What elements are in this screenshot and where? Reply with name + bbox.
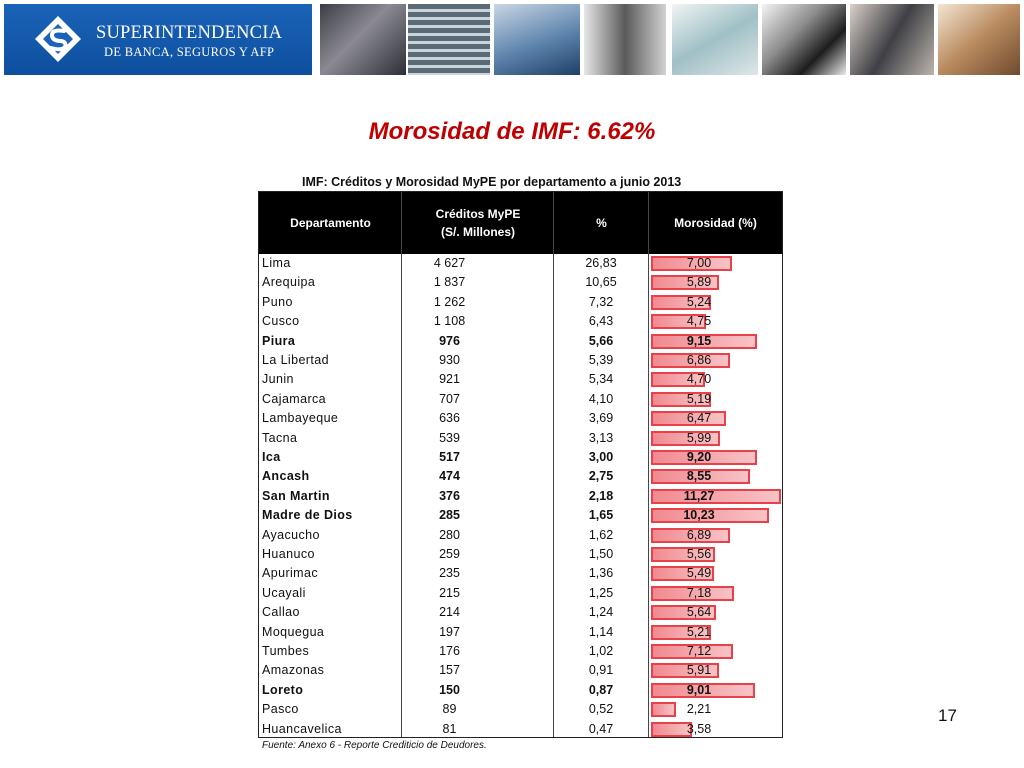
table-row xyxy=(259,545,782,564)
cell-creditos: 150 xyxy=(439,682,460,697)
morosidad-value: 9,01 xyxy=(686,682,712,697)
morosidad-value: 5,91 xyxy=(686,663,712,678)
morosidad-value: 4,70 xyxy=(686,372,712,387)
table-row xyxy=(259,390,782,409)
table-row xyxy=(259,351,782,370)
cell-pct: 1,36 xyxy=(588,566,614,581)
morosidad-value: 7,18 xyxy=(686,585,712,600)
cell-pct: 5,66 xyxy=(588,333,614,348)
cell-morosidad xyxy=(651,623,781,642)
cell-morosidad xyxy=(651,584,781,603)
cell-creditos: 157 xyxy=(439,663,460,678)
morosidad-value: 5,99 xyxy=(686,430,712,445)
table-row xyxy=(259,254,782,273)
cell-creditos: 707 xyxy=(439,391,460,406)
table-row xyxy=(259,448,782,467)
morosidad-value: 10,23 xyxy=(683,508,715,523)
cell-departamento: Huanuco xyxy=(262,547,315,561)
table-row xyxy=(259,720,782,739)
cell-creditos: 1 108 xyxy=(433,314,466,329)
cell-pct: 26,83 xyxy=(585,256,617,270)
cell-pct: 4,10 xyxy=(588,391,614,406)
morosidad-value: 5,64 xyxy=(686,605,712,620)
table-header xyxy=(259,192,782,254)
cell-departamento: Moquegua xyxy=(262,624,325,639)
table-row xyxy=(259,603,782,622)
logo-title: SUPERINTENDENCIA xyxy=(96,23,283,43)
morosidad-table xyxy=(258,191,783,738)
cell-morosidad xyxy=(651,681,781,700)
table-row xyxy=(259,526,782,545)
cell-departamento: La Libertad xyxy=(262,353,329,367)
cell-pct: 1,62 xyxy=(588,527,614,542)
cell-morosidad xyxy=(651,390,781,409)
cell-morosidad xyxy=(651,700,781,719)
morosidad-value: 5,49 xyxy=(686,566,712,581)
cell-departamento: Lima xyxy=(262,256,291,270)
table-row xyxy=(259,700,782,719)
cell-pct: 1,14 xyxy=(588,624,614,639)
cell-creditos: 259 xyxy=(439,547,460,561)
morosidad-value: 6,89 xyxy=(686,527,712,542)
table-row xyxy=(259,273,782,292)
cell-creditos: 285 xyxy=(439,508,460,523)
cell-pct: 1,25 xyxy=(588,585,614,600)
cell-creditos: 976 xyxy=(439,333,460,348)
morosidad-value: 6,47 xyxy=(686,411,712,426)
banner-photo-cash xyxy=(672,4,758,75)
morosidad-value: 5,24 xyxy=(686,294,712,309)
banner-photo-building xyxy=(408,4,490,75)
morosidad-value: 8,55 xyxy=(686,469,712,484)
footnote: Fuente: Anexo 6 - Reporte Crediticio de Deudores. xyxy=(262,740,487,751)
cell-departamento: Pasco xyxy=(262,702,299,717)
table-row xyxy=(259,661,782,680)
cell-pct: 0,52 xyxy=(588,702,614,717)
cell-departamento: Loreto xyxy=(262,682,304,697)
cell-departamento: Huancavelica xyxy=(262,721,342,736)
header-departamento: Departamento xyxy=(290,216,371,230)
cell-creditos: 176 xyxy=(439,644,460,658)
morosidad-value: 6,86 xyxy=(686,353,712,367)
cell-pct: 3,69 xyxy=(588,411,614,426)
cell-morosidad xyxy=(651,467,781,486)
morosidad-value: 4,75 xyxy=(686,314,712,329)
table-row xyxy=(259,623,782,642)
cell-morosidad xyxy=(651,332,781,351)
cell-creditos: 1 837 xyxy=(433,275,466,290)
cell-pct: 3,00 xyxy=(588,450,614,464)
cell-creditos: 539 xyxy=(439,430,460,445)
morosidad-value: 9,15 xyxy=(686,333,712,348)
cell-creditos: 197 xyxy=(439,624,460,639)
cell-departamento: Cajamarca xyxy=(262,391,327,406)
cell-pct: 1,65 xyxy=(588,508,614,523)
cell-departamento: Amazonas xyxy=(262,663,325,678)
table-row xyxy=(259,409,782,428)
page-number: 17 xyxy=(938,706,957,725)
header-morosidad: Morosidad (%) xyxy=(674,216,757,230)
cell-morosidad xyxy=(651,254,781,273)
table-row xyxy=(259,332,782,351)
cell-creditos: 235 xyxy=(439,566,460,581)
cell-departamento: Apurimac xyxy=(262,566,318,581)
cell-pct: 3,13 xyxy=(588,430,614,445)
table-row xyxy=(259,312,782,331)
cell-departamento: Lambayeque xyxy=(262,411,339,426)
banner-photo-businessman xyxy=(584,4,666,75)
table-caption: IMF: Créditos y Morosidad MyPE por departamento a junio 2013 xyxy=(302,175,682,189)
table-row xyxy=(259,293,782,312)
table-row xyxy=(259,487,782,506)
cell-morosidad xyxy=(651,564,781,583)
cell-creditos: 89 xyxy=(442,702,457,717)
cell-departamento: Puno xyxy=(262,294,293,309)
cell-morosidad xyxy=(651,409,781,428)
cell-pct: 5,39 xyxy=(588,353,614,367)
banner-photo-handshake xyxy=(850,4,934,75)
cell-pct: 5,34 xyxy=(588,372,614,387)
cell-morosidad xyxy=(651,293,781,312)
cell-pct: 6,43 xyxy=(588,314,614,329)
cell-pct: 1,24 xyxy=(588,605,614,620)
morosidad-value: 5,56 xyxy=(686,547,712,561)
cell-pct: 1,50 xyxy=(588,547,614,561)
cell-morosidad xyxy=(651,370,781,389)
header-pct: % xyxy=(596,216,607,230)
cell-pct: 2,75 xyxy=(588,469,614,484)
cell-creditos: 921 xyxy=(439,372,460,387)
morosidad-value: 2,21 xyxy=(686,702,712,717)
table-row xyxy=(259,506,782,525)
cell-pct: 1,02 xyxy=(588,644,614,658)
cell-creditos: 215 xyxy=(439,585,460,600)
cell-pct: 0,87 xyxy=(588,682,614,697)
cell-morosidad xyxy=(651,642,781,661)
morosidad-value: 5,21 xyxy=(686,624,712,639)
slide-title: Morosidad de IMF: 6.62% xyxy=(368,118,656,145)
banner-photo-documents xyxy=(938,4,1020,75)
diamond-logo-icon xyxy=(34,15,82,63)
morosidad-value: 7,12 xyxy=(686,644,712,658)
header-banner xyxy=(0,0,1024,80)
cell-morosidad xyxy=(651,720,781,739)
cell-departamento: Junin xyxy=(262,372,294,387)
cell-departamento: Callao xyxy=(262,605,300,620)
cell-departamento: Madre de Dios xyxy=(262,508,353,523)
cell-morosidad xyxy=(651,661,781,680)
banner-photo-card-terminal xyxy=(762,4,846,75)
cell-morosidad xyxy=(651,351,781,370)
header-creditos: Créditos MyPE (S/. Millones) xyxy=(435,207,521,239)
morosidad-value: 3,58 xyxy=(686,721,712,736)
cell-creditos: 81 xyxy=(442,721,457,736)
cell-morosidad xyxy=(651,448,781,467)
cell-departamento: Ica xyxy=(262,450,281,464)
morosidad-value: 5,89 xyxy=(686,275,712,290)
cell-creditos: 930 xyxy=(439,353,460,367)
cell-pct: 7,32 xyxy=(588,294,614,309)
cell-morosidad xyxy=(651,429,781,448)
cell-departamento: Ayacucho xyxy=(262,527,320,542)
table-row xyxy=(259,564,782,583)
cell-creditos: 4 627 xyxy=(433,256,466,270)
cell-morosidad xyxy=(651,506,781,525)
sbs-logo xyxy=(4,4,312,75)
cell-creditos: 280 xyxy=(439,527,460,542)
cell-departamento: Tacna xyxy=(262,430,298,445)
cell-creditos: 1 262 xyxy=(433,294,466,309)
table-row xyxy=(259,584,782,603)
cell-departamento: Tumbes xyxy=(262,644,310,658)
table-row xyxy=(259,429,782,448)
banner-photo-card xyxy=(320,4,406,75)
cell-morosidad xyxy=(651,545,781,564)
cell-departamento: Piura xyxy=(262,333,296,348)
morosidad-value: 5,19 xyxy=(686,391,712,406)
cell-creditos: 517 xyxy=(439,450,460,464)
table-row xyxy=(259,681,782,700)
table-row xyxy=(259,467,782,486)
table-row xyxy=(259,642,782,661)
cell-morosidad xyxy=(651,487,781,506)
cell-creditos: 636 xyxy=(439,411,460,426)
cell-morosidad xyxy=(651,603,781,622)
cell-departamento: San Martin xyxy=(262,488,330,503)
table-row xyxy=(259,370,782,389)
banner-photo-keyboard xyxy=(494,4,580,75)
logo-subtitle: DE BANCA, SEGUROS Y AFP xyxy=(104,45,275,59)
cell-pct: 0,47 xyxy=(588,721,614,736)
cell-pct: 2,18 xyxy=(588,488,614,503)
cell-pct: 0,91 xyxy=(588,663,614,678)
morosidad-value: 9,20 xyxy=(686,450,712,464)
cell-pct: 10,65 xyxy=(585,275,617,290)
cell-departamento: Arequipa xyxy=(262,275,316,290)
morosidad-value: 7,00 xyxy=(686,256,712,270)
morosidad-value: 11,27 xyxy=(683,488,715,503)
cell-morosidad xyxy=(651,312,781,331)
cell-creditos: 376 xyxy=(439,488,460,503)
cell-departamento: Cusco xyxy=(262,314,300,329)
cell-morosidad xyxy=(651,273,781,292)
cell-creditos: 474 xyxy=(439,469,460,484)
cell-creditos: 214 xyxy=(439,605,460,620)
cell-departamento: Ancash xyxy=(262,469,310,484)
cell-departamento: Ucayali xyxy=(262,585,306,600)
cell-morosidad xyxy=(651,526,781,545)
